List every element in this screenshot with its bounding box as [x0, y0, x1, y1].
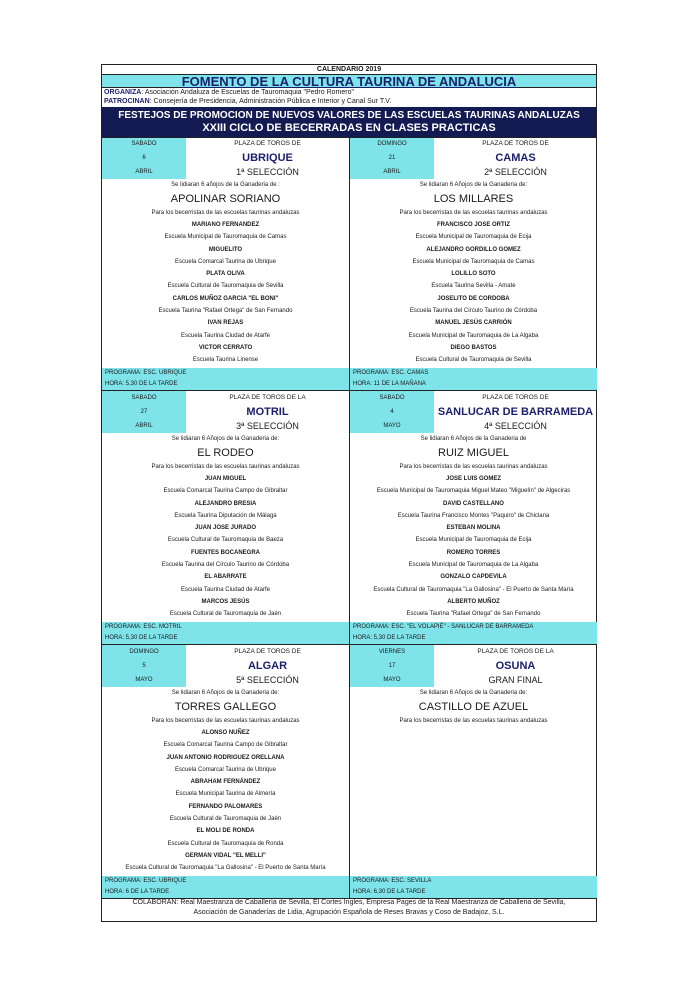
- becerrista-school: Escuela Municipal de Tauromaquia de Camas: [412, 258, 535, 265]
- becerrista-name: GERMAN VIDAL "EL MELLI": [185, 852, 266, 859]
- event-date: 4: [350, 405, 434, 419]
- collaborators-line-1: COLABORAN: Real Maestranza de Caballería de Sevilla, El Cortes Ingles, Empresa Pages de la Real Maestranza de Caballeria de Sevilla,: [132, 899, 566, 906]
- event-header: [102, 137, 349, 179]
- becerrista-school: Escuela Municipal de Tauromaquia de Camas: [164, 234, 287, 241]
- becerrista-school: Escuela Taurina del Círculo Taurino de Córdoba: [409, 308, 538, 315]
- event-hora: HORA: 11 DE LA MAÑANA: [350, 379, 597, 390]
- becerrista-school: Escuela Comarcal Taurina de Ubrique: [175, 766, 276, 773]
- event-weekday: VIERNES: [350, 645, 434, 659]
- event-intro: Se lidiaran 6 Añojos de la Ganaderia de:: [419, 182, 528, 188]
- event-weekday: DOMINGO: [102, 645, 186, 659]
- event-audience: Para los becerristas de las escuelas taurinas andaluzas: [399, 464, 548, 470]
- event-cell-1: [102, 137, 349, 390]
- event-intro: Se lidiaran 6 Añojos de la Ganaderia de:: [419, 690, 528, 696]
- becerrista-school: Escuela Municipal de Tauromaquia de La Algaba: [408, 562, 539, 569]
- event-town: SANLUCAR DE BARRAMEDA: [437, 406, 594, 418]
- becerrista-name: MARCOS JESÚS: [201, 598, 250, 605]
- event-plaza-label: PLAZA DE TOROS DE: [482, 140, 549, 147]
- event-plaza-label: PLAZA DE TOROS DE LA: [229, 394, 306, 401]
- event-hora: HORA: 5,30 DE LA TARDE: [102, 379, 349, 390]
- sponsor-text: : Consejería de Presidencia, Administración Pública e Interior y Canal Sur T.V.: [149, 98, 392, 105]
- event-town: CAMAS: [495, 152, 536, 164]
- event-weekday: DOMINGO: [350, 137, 434, 151]
- event-intro: Se lidiaran 6 añojos de la Ganaderia de :: [171, 182, 280, 188]
- becerrista-name: DAVID CASTELLANO: [443, 500, 504, 507]
- becerrista-school: Escuela Taurina Diputación de Málaga: [174, 512, 277, 519]
- event-cell-4: [350, 391, 597, 644]
- becerrista-name: ALBERTO MUÑOZ: [447, 598, 500, 605]
- event-selection: GRAN FINAL: [488, 675, 543, 685]
- event-month: ABRIL: [102, 165, 186, 179]
- event-programa: PROGRAMA: ESC. SEVILLA: [350, 876, 597, 887]
- event-programa: PROGRAMA: ESC. UBRIQUE: [102, 368, 349, 379]
- event-month: MAYO: [350, 419, 434, 433]
- event-weekday: SABADO: [102, 391, 186, 405]
- event-body: [102, 687, 349, 875]
- event-selection: 1ª SELECCIÓN: [236, 167, 299, 177]
- event-body: [102, 433, 349, 621]
- becerrista-school: Escuela Cultural de Tauromaquia de Jaén: [169, 816, 282, 823]
- event-body: [350, 179, 597, 367]
- event-intro: Se lidiaran 6 Añojos de la Ganaderia de: [420, 436, 527, 442]
- event-header: [102, 645, 349, 687]
- row-divider: [102, 898, 596, 899]
- event-header: [350, 391, 597, 433]
- event-ganaderia: RUIZ MIGUEL: [438, 447, 509, 459]
- becerrista-name: JOSELITO DE CORDOBA: [437, 295, 510, 302]
- event-plaza-label: PLAZA DE TOROS DE: [482, 394, 549, 401]
- event-selection: 2ª SELECCIÓN: [484, 167, 547, 177]
- becerrista-name: JUAN JOSE JURADO: [194, 525, 256, 532]
- event-hora: HORA: 6 DE LA TARDE: [102, 887, 349, 898]
- event-date: 17: [350, 659, 434, 673]
- event-plaza-label: PLAZA DE TOROS DE LA: [477, 648, 554, 655]
- event-header: [350, 645, 597, 687]
- becerrista-school: Escuela Cultural de Tauromaquia de Ronda: [167, 840, 284, 847]
- event-body: [102, 179, 349, 367]
- becerrista-name: ALONSO NUÑEZ: [201, 730, 250, 736]
- event-selection: 4ª SELECCIÓN: [484, 421, 547, 431]
- becerrista-school: Escuela Comarcal Taurina Campo de Gibraltar: [163, 742, 288, 749]
- becerrista-school: Escuela Municipal de Tauromaquia de Ecija: [415, 537, 532, 544]
- sponsor-line: [102, 97, 596, 107]
- becerrista-name: EL ABARRATE: [204, 574, 247, 581]
- becerrista-school: Escuela Cultural de Tauromaquia de Baeza: [167, 537, 284, 544]
- becerrista-school: Escuela Taurina Linense: [192, 357, 259, 364]
- becerrista-school: Escuela Comarcal Taurina Campo de Gibraltar: [163, 488, 288, 495]
- becerrista-name: GONZALO CAPDEVILA: [440, 574, 507, 581]
- becerrista-school: Escuela Taurina Sevilla - Amate: [431, 283, 516, 290]
- becerrista-school: Escuela Cultural de Tauromaquia de Jaén: [169, 611, 282, 618]
- event-ganaderia: CASTILLO DE AZUEL: [418, 701, 529, 713]
- event-programa: PROGRAMA: ESC. MOTRIL: [102, 622, 349, 633]
- event-programa: PROGRAMA: ESC. CAMAS: [350, 368, 597, 379]
- event-plaza-label: PLAZA DE TOROS DE: [234, 648, 301, 655]
- calendar-sheet: [101, 64, 597, 922]
- event-cell-2: [350, 137, 597, 390]
- becerrista-school: Escuela Municipal de Tauromaquia de Ecija: [415, 234, 532, 241]
- event-selection: 3ª SELECCIÓN: [236, 421, 299, 431]
- becerrista-name: VICTOR CERRATO: [198, 344, 253, 351]
- event-audience: Para los becerristas de las escuelas taurinas andaluzas: [151, 464, 300, 470]
- event-programa: PROGRAMA: ESC. "EL VOLAPIÉ" - SANLUCAR DE BARRAMEDA: [350, 622, 597, 633]
- event-selection: 5ª SELECCIÓN: [236, 675, 299, 685]
- event-cell-5: [102, 645, 349, 898]
- row-divider: [102, 137, 596, 138]
- becerrista-school: Escuela Comarcal Taurina de Ubrique: [175, 258, 276, 265]
- event-ganaderia: APOLINAR SORIANO: [170, 193, 281, 205]
- becerrista-school: Escuela Taurina Francisco Montes "Paquiro" de Chiclana: [397, 512, 550, 519]
- event-town: UBRIQUE: [242, 152, 293, 164]
- becerrista-name: FRANCISCO JOSE ORTIZ: [436, 222, 510, 228]
- event-ganaderia: EL RODEO: [197, 447, 254, 459]
- event-programa: PROGRAMA: ESC. UBRIQUE: [102, 876, 349, 887]
- becerrista-name: MIGUELITO: [208, 246, 243, 253]
- becerrista-school: Escuela Taurina "Rafael Ortega" de San Fernando: [406, 611, 541, 618]
- becerrista-name: JUAN ANTONIO RODRIGUEZ ORELLANA: [166, 754, 285, 761]
- sponsor-label: PATROCINAN: [104, 98, 150, 105]
- becerrista-name: EL MOLI DE RONDA: [196, 828, 255, 835]
- event-intro: Se lidiaran 6 Añojos de la Ganaderia de:: [171, 436, 280, 442]
- becerrista-name: ROMERO TORRES: [446, 549, 501, 556]
- becerrista-name: ALEJANDRO GORDILLO GOMEZ: [426, 246, 521, 253]
- becerrista-name: ESTEBAN MOLINA: [446, 525, 501, 532]
- event-month: ABRIL: [350, 165, 434, 179]
- organizer-line: [102, 88, 596, 97]
- becerrista-name: ALEJANDRO BRESIA: [194, 500, 257, 507]
- event-date: 5: [102, 659, 186, 673]
- becerrista-school: Escuela Taurina "Rafael Ortega" de San Fernando: [158, 308, 293, 315]
- event-header: [350, 137, 597, 179]
- becerrista-school: Escuela Municipal de Tauromaquia Miguel Mateo "Miguelín" de Algeciras: [376, 488, 571, 495]
- collaborators-line-2: Asociación de Ganaderías de Lidia, Agrupación Española de Reses Bravas y Coso de Badajoz, S.L.: [193, 909, 505, 916]
- event-weekday: SABADO: [350, 391, 434, 405]
- becerrista-school: Escuela Taurina del Círculo Taurino de Córdoba: [161, 562, 290, 569]
- event-hora: HORA: 5,30 DE LA TARDE: [102, 633, 349, 644]
- event-town: OSUNA: [495, 660, 536, 672]
- event-hora: HORA: 6,30 DE LA TARDE: [350, 887, 597, 898]
- event-town: MOTRIL: [246, 406, 289, 418]
- event-header: [102, 391, 349, 433]
- event-audience: Para los becerristas de las escuelas taurinas andaluzas: [399, 210, 548, 216]
- event-month: MAYO: [102, 673, 186, 687]
- event-ganaderia: TORRES GALLEGO: [174, 701, 277, 713]
- becerrista-school: Escuela Cultural de Tauromaquia de Sevilla: [415, 357, 532, 364]
- becerrista-name: LOLILLO SOTO: [451, 271, 496, 278]
- becerrista-name: MARIANO FERNANDEZ: [191, 222, 260, 228]
- row-divider: [102, 644, 596, 645]
- event-ganaderia: LOS MILLARES: [433, 193, 514, 205]
- event-cell-6: [350, 645, 597, 898]
- becerrista-school: Escuela Cultural de Tauromaquia de Sevilla: [167, 283, 284, 290]
- event-intro: Se lidiaran 6 Añojos de la Ganaderia de:: [171, 690, 280, 696]
- becerrista-school: Escuela Municipal de Tauromaquia de La Algaba: [408, 332, 539, 339]
- organizer-label: ORGANIZA: [104, 89, 142, 96]
- event-date: 27: [102, 405, 186, 419]
- calendar-year: CALENDARIO 2019: [316, 66, 382, 73]
- event-month: MAYO: [350, 673, 434, 687]
- banner-line-2: XXIII CICLO DE BECERRADAS EN CLASES PRACTICAS: [202, 122, 496, 134]
- event-hora: HORA: 5,30 DE LA TARDE: [350, 633, 597, 644]
- becerrista-name: FERNANDO PALOMARES: [188, 803, 263, 810]
- becerrista-school: Escuela Taurina Ciudad de Atarfe: [181, 332, 270, 339]
- event-plaza-label: PLAZA DE TOROS DE: [234, 140, 301, 147]
- event-audience: Para los becerristas de las escuelas taurinas andaluzas: [151, 210, 300, 216]
- event-town: ALGAR: [247, 660, 288, 672]
- becerrista-name: CARLOS MUÑOZ GARCIA "EL BONI": [172, 295, 279, 302]
- column-divider: [349, 137, 350, 898]
- event-body: [350, 433, 597, 621]
- page-title: FOMENTO DE LA CULTURA TAURINA DE ANDALUCIA: [102, 74, 596, 88]
- event-cell-3: [102, 391, 349, 644]
- organizer-text: : Asociación Andaluza de Escuelas de Tauromaquia "Pedro Romero": [141, 89, 354, 96]
- event-month: ABRIL: [102, 419, 186, 433]
- event-body: [350, 687, 597, 727]
- becerrista-name: PLATA OLIVA: [206, 271, 245, 278]
- event-date: 21: [350, 151, 434, 165]
- event-audience: Para los becerristas de las escuelas taurinas andaluzas: [399, 718, 548, 724]
- row-divider: [102, 390, 596, 391]
- becerrista-name: IVAN REJAS: [207, 320, 244, 327]
- banner-line-1: FESTEJOS DE PROMOCION DE NUEVOS VALORES DE LAS ESCUELAS TAURINAS ANDALUZAS: [118, 110, 580, 121]
- becerrista-name: FUENTES BOCANEGRA: [190, 549, 260, 556]
- becerrista-name: JOSE LUIS GOMEZ: [445, 476, 501, 482]
- becerrista-school: Escuela Cultural de Tauromaquia "La Gallosina" - El Puerto de Santa María: [125, 865, 326, 872]
- becerrista-name: DIEGO BASTOS: [450, 344, 497, 351]
- becerrista-school: Escuela Municipal Taurina de Almería: [175, 791, 276, 798]
- becerrista-name: MANUEL JESÚS CARRIÓN: [435, 320, 512, 327]
- becerrista-name: ABRAHAM FERNÁNDEZ: [190, 779, 261, 786]
- event-weekday: SABADO: [102, 137, 186, 151]
- becerrista-name: JUAN MIGUEL: [204, 476, 247, 482]
- becerrista-school: Escuela Cultural de Tauromaquia "La Gallosina" - El Puerto de Santa María: [373, 586, 574, 593]
- becerrista-school: Escuela Taurina Ciudad de Atarfe: [181, 586, 270, 593]
- program-banner: [102, 107, 596, 137]
- event-date: 6: [102, 151, 186, 165]
- event-audience: Para los becerristas de las escuelas taurinas andaluzas: [151, 718, 300, 724]
